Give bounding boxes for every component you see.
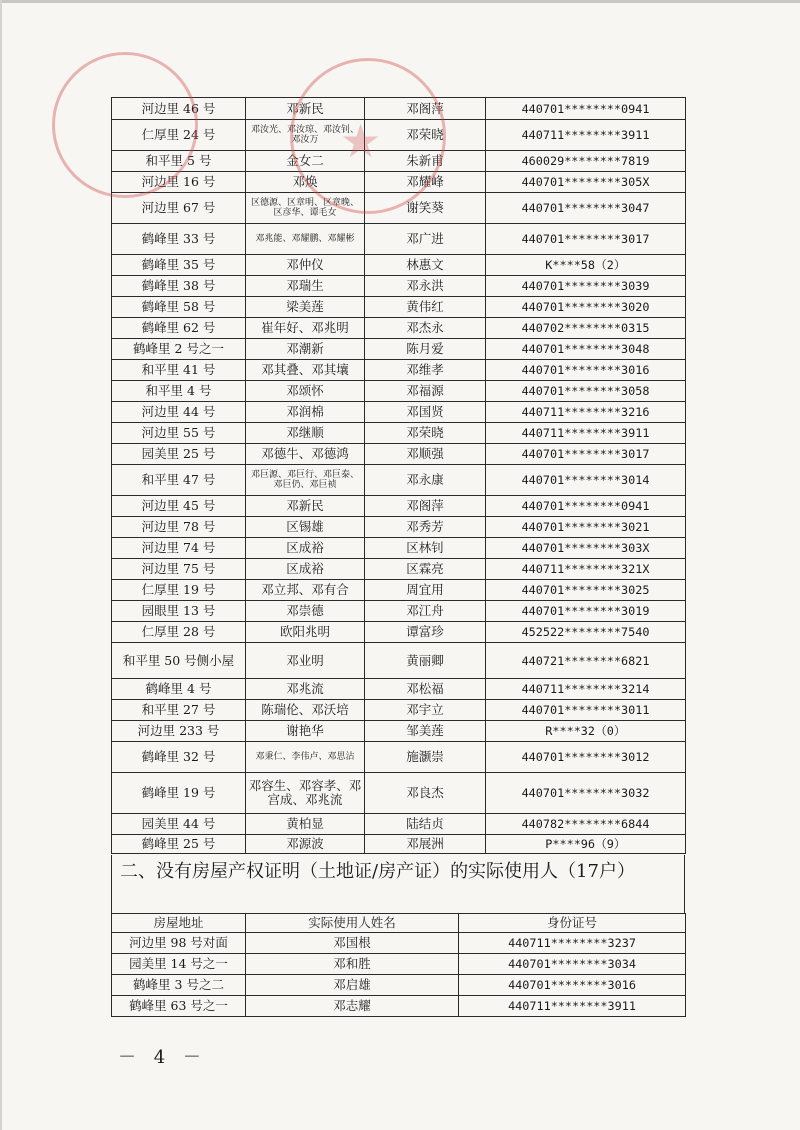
- table-row: [112, 151, 686, 172]
- id-number-cell: 440701********3019: [486, 601, 686, 622]
- table-row: [112, 276, 686, 297]
- owner-cell: 邓焕: [246, 172, 365, 193]
- table-row: [112, 954, 686, 975]
- users-table: [111, 913, 686, 1017]
- user-cell: 区霖亮: [365, 559, 486, 580]
- address-cell: 和平里 50 号侧小屋: [112, 643, 246, 679]
- address-cell: 仁厚里 24 号: [112, 120, 246, 151]
- id-number-cell: 440701********0941: [486, 98, 686, 120]
- table-row: [112, 975, 686, 996]
- user-cell: 黄伟红: [365, 297, 486, 318]
- owner-cell: 邓仲仪: [246, 255, 365, 276]
- owner-cell: 邓新民: [246, 98, 365, 120]
- table-row: [112, 814, 686, 835]
- user-cell: 邓启雄: [246, 975, 459, 996]
- table-row: [112, 465, 686, 496]
- id-number-cell: 440701********3017: [486, 224, 686, 255]
- user-cell: 邓荣晓: [365, 120, 486, 151]
- address-cell: 河边里 67 号: [112, 193, 246, 224]
- user-cell: 谭富珍: [365, 622, 486, 643]
- id-number-cell: 440711********321X: [486, 559, 686, 580]
- id-number-cell: 440701********3016: [459, 975, 686, 996]
- address-cell: 鹤峰里 19 号: [112, 773, 246, 814]
- id-number-cell: 440701********3011: [486, 700, 686, 721]
- page-number: － 4 －: [118, 1047, 207, 1068]
- address-cell: 园美里 14 号之一: [112, 954, 246, 975]
- user-cell: 邓良杰: [365, 773, 486, 814]
- owner-cell: 邓其叠、邓其壤: [246, 360, 365, 381]
- header-user-name: 实际使用人姓名: [246, 914, 459, 933]
- id-number-cell: 440782********6844: [486, 814, 686, 835]
- table-row: [112, 601, 686, 622]
- address-cell: 和平里 27 号: [112, 700, 246, 721]
- owner-cell: 欧阳兆明: [246, 622, 365, 643]
- user-cell: 邓顺强: [365, 444, 486, 465]
- owner-cell: 区成裕: [246, 538, 365, 559]
- user-cell: 邓福源: [365, 381, 486, 402]
- owner-cell: 邓汝光、邓汝琼、邓汝钊、邓汝万: [246, 120, 365, 151]
- owner-cell: 邓巨源、邓巨行、邓巨泰、邓巨仍、邓巨祯: [246, 465, 365, 496]
- page-left-edge: [0, 0, 2, 1130]
- owner-cell: 区德源、区章明、区章晚、区彦华、谭毛女: [246, 193, 365, 224]
- table-row: [112, 255, 686, 276]
- id-number-cell: 440711********3911: [459, 996, 686, 1017]
- user-cell: 邓秀芳: [365, 517, 486, 538]
- user-cell: 邓维孝: [365, 360, 486, 381]
- address-cell: 仁厚里 28 号: [112, 622, 246, 643]
- user-cell: 邓宇立: [365, 700, 486, 721]
- address-cell: 河边里 78 号: [112, 517, 246, 538]
- user-cell: 邓杰永: [365, 318, 486, 339]
- address-cell: 园美里 25 号: [112, 444, 246, 465]
- owner-cell: 陈瑞伦、邓沃培: [246, 700, 365, 721]
- id-number-cell: K****58（2）: [486, 255, 686, 276]
- address-cell: 仁厚里 19 号: [112, 580, 246, 601]
- address-cell: 河边里 74 号: [112, 538, 246, 559]
- table-row: [112, 381, 686, 402]
- owner-cell: 谢艳华: [246, 721, 365, 742]
- id-number-cell: 440702********0315: [486, 318, 686, 339]
- address-cell: 鹤峰里 33 号: [112, 224, 246, 255]
- id-number-cell: 440701********3039: [486, 276, 686, 297]
- owner-cell: 邓源波: [246, 835, 365, 854]
- id-number-cell: 440701********303X: [486, 538, 686, 559]
- user-cell: 邓永洪: [365, 276, 486, 297]
- owner-cell: 邓瑞生: [246, 276, 365, 297]
- users-table-body: [112, 933, 686, 1017]
- header-address: 房屋地址: [112, 914, 246, 933]
- address-cell: 鹤峰里 32 号: [112, 742, 246, 773]
- table-row: [112, 700, 686, 721]
- address-cell: 鹤峰里 4 号: [112, 679, 246, 700]
- table-row: [112, 444, 686, 465]
- table-row: [112, 643, 686, 679]
- owner-cell: 邓立邦、邓有合: [246, 580, 365, 601]
- table-row: [112, 193, 686, 224]
- address-cell: 河边里 233 号: [112, 721, 246, 742]
- table-row: [112, 933, 686, 954]
- id-number-cell: 440701********3032: [486, 773, 686, 814]
- id-number-cell: 440701********3012: [486, 742, 686, 773]
- id-number-cell: 440701********3021: [486, 517, 686, 538]
- owner-cell: 邓润棉: [246, 402, 365, 423]
- user-cell: 邓永康: [365, 465, 486, 496]
- table-row: [112, 423, 686, 444]
- address-cell: 鹤峰里 58 号: [112, 297, 246, 318]
- owner-cell: 邓颂怀: [246, 381, 365, 402]
- user-cell: 邹美莲: [365, 721, 486, 742]
- user-cell: 邓和胜: [246, 954, 459, 975]
- address-cell: 和平里 5 号: [112, 151, 246, 172]
- section-heading: 二、没有房屋产权证明（土地证/房产证）的实际使用人（17户）: [111, 855, 685, 913]
- id-number-cell: 460029********7819: [486, 151, 686, 172]
- table-row: [112, 538, 686, 559]
- table-row: [112, 224, 686, 255]
- id-number-cell: 440701********3048: [486, 339, 686, 360]
- address-cell: 河边里 46 号: [112, 98, 246, 120]
- id-number-cell: 440711********3911: [486, 120, 686, 151]
- address-cell: 鹤峰里 2 号之一: [112, 339, 246, 360]
- owner-cell: 黄柏显: [246, 814, 365, 835]
- user-cell: 邓展洲: [365, 835, 486, 854]
- owner-cell: 邓新民: [246, 496, 365, 517]
- address-cell: 和平里 47 号: [112, 465, 246, 496]
- table-row: [112, 120, 686, 151]
- address-cell: 河边里 75 号: [112, 559, 246, 580]
- owner-cell: 崔年好、邓兆明: [246, 318, 365, 339]
- user-cell: 谢笑葵: [365, 193, 486, 224]
- id-number-cell: 440711********3216: [486, 402, 686, 423]
- user-cell: 邓广进: [365, 224, 486, 255]
- address-cell: 鹤峰里 63 号之一: [112, 996, 246, 1017]
- owners-table: [111, 97, 686, 854]
- address-cell: 鹤峰里 38 号: [112, 276, 246, 297]
- id-number-cell: 440711********3237: [459, 933, 686, 954]
- seal-star-icon: ★: [340, 114, 382, 168]
- id-number-cell: 440701********3058: [486, 381, 686, 402]
- table-row: [112, 98, 686, 120]
- id-number-cell: P****96（9）: [486, 835, 686, 854]
- header-id-number: 身份证号: [459, 914, 686, 933]
- table-row: [112, 402, 686, 423]
- user-cell: 区林钊: [365, 538, 486, 559]
- address-cell: 园眼里 13 号: [112, 601, 246, 622]
- owner-cell: 区锡雄: [246, 517, 365, 538]
- user-cell: 邓江舟: [365, 601, 486, 622]
- user-cell: 邓阁萍: [365, 98, 486, 120]
- id-number-cell: 452522********7540: [486, 622, 686, 643]
- owner-cell: 金女二: [246, 151, 365, 172]
- id-number-cell: 440711********3214: [486, 679, 686, 700]
- table-row: [112, 318, 686, 339]
- table-row: [112, 622, 686, 643]
- id-number-cell: 440701********3017: [486, 444, 686, 465]
- users-table-header-row: [112, 914, 686, 933]
- id-number-cell: 440701********305X: [486, 172, 686, 193]
- owners-table-body: [112, 98, 686, 854]
- owner-cell: 邓潮新: [246, 339, 365, 360]
- id-number-cell: 440701********3014: [486, 465, 686, 496]
- table-row: [112, 559, 686, 580]
- table-row: [112, 679, 686, 700]
- user-cell: 邓耀峰: [365, 172, 486, 193]
- owner-cell: 邓业明: [246, 643, 365, 679]
- table-row: [112, 339, 686, 360]
- id-number-cell: 440701********3016: [486, 360, 686, 381]
- user-cell: 周宜用: [365, 580, 486, 601]
- page-top-edge: [0, 0, 800, 3]
- user-cell: 林惠文: [365, 255, 486, 276]
- table-row: [112, 517, 686, 538]
- owner-cell: 梁美莲: [246, 297, 365, 318]
- table-row: [112, 297, 686, 318]
- id-number-cell: 440701********3025: [486, 580, 686, 601]
- table-row: [112, 496, 686, 517]
- address-cell: 和平里 41 号: [112, 360, 246, 381]
- address-cell: 河边里 45 号: [112, 496, 246, 517]
- user-cell: 邓阁萍: [365, 496, 486, 517]
- owner-cell: 邓崇德: [246, 601, 365, 622]
- user-cell: 邓志耀: [246, 996, 459, 1017]
- owner-cell: 邓继顺: [246, 423, 365, 444]
- table-row: [112, 835, 686, 854]
- address-cell: 鹤峰里 25 号: [112, 835, 246, 854]
- address-cell: 河边里 44 号: [112, 402, 246, 423]
- table-row: [112, 773, 686, 814]
- id-number-cell: 440701********3047: [486, 193, 686, 224]
- table-row: [112, 742, 686, 773]
- id-number-cell: 440711********3911: [486, 423, 686, 444]
- address-cell: 鹤峰里 3 号之二: [112, 975, 246, 996]
- address-cell: 河边里 16 号: [112, 172, 246, 193]
- owner-cell: 区成裕: [246, 559, 365, 580]
- owner-cell: 邓容生、邓容孝、邓宫成、邓兆流: [246, 773, 365, 814]
- address-cell: 和平里 4 号: [112, 381, 246, 402]
- table-row: [112, 172, 686, 193]
- user-cell: 邓荣晓: [365, 423, 486, 444]
- owner-cell: 邓兆能、邓耀鹏、邓耀彬: [246, 224, 365, 255]
- address-cell: 河边里 55 号: [112, 423, 246, 444]
- table-row: [112, 360, 686, 381]
- id-number-cell: 440701********3034: [459, 954, 686, 975]
- table-row: [112, 721, 686, 742]
- owner-cell: 邓秉仁、李伟卢、邓思沾: [246, 742, 365, 773]
- id-number-cell: R****32（0）: [486, 721, 686, 742]
- address-cell: 河边里 98 号对面: [112, 933, 246, 954]
- user-cell: 邓国贤: [365, 402, 486, 423]
- user-cell: 陆结贞: [365, 814, 486, 835]
- table-row: [112, 996, 686, 1017]
- owner-cell: 邓兆流: [246, 679, 365, 700]
- id-number-cell: 440721********6821: [486, 643, 686, 679]
- user-cell: 邓国根: [246, 933, 459, 954]
- user-cell: 黄丽卿: [365, 643, 486, 679]
- user-cell: 邓松福: [365, 679, 486, 700]
- user-cell: 朱新甫: [365, 151, 486, 172]
- owner-cell: 邓德牛、邓德鸿: [246, 444, 365, 465]
- user-cell: 施灏崇: [365, 742, 486, 773]
- address-cell: 鹤峰里 35 号: [112, 255, 246, 276]
- address-cell: 鹤峰里 62 号: [112, 318, 246, 339]
- address-cell: 园美里 44 号: [112, 814, 246, 835]
- table-row: [112, 580, 686, 601]
- id-number-cell: 440701********0941: [486, 496, 686, 517]
- id-number-cell: 440701********3020: [486, 297, 686, 318]
- user-cell: 陈月爱: [365, 339, 486, 360]
